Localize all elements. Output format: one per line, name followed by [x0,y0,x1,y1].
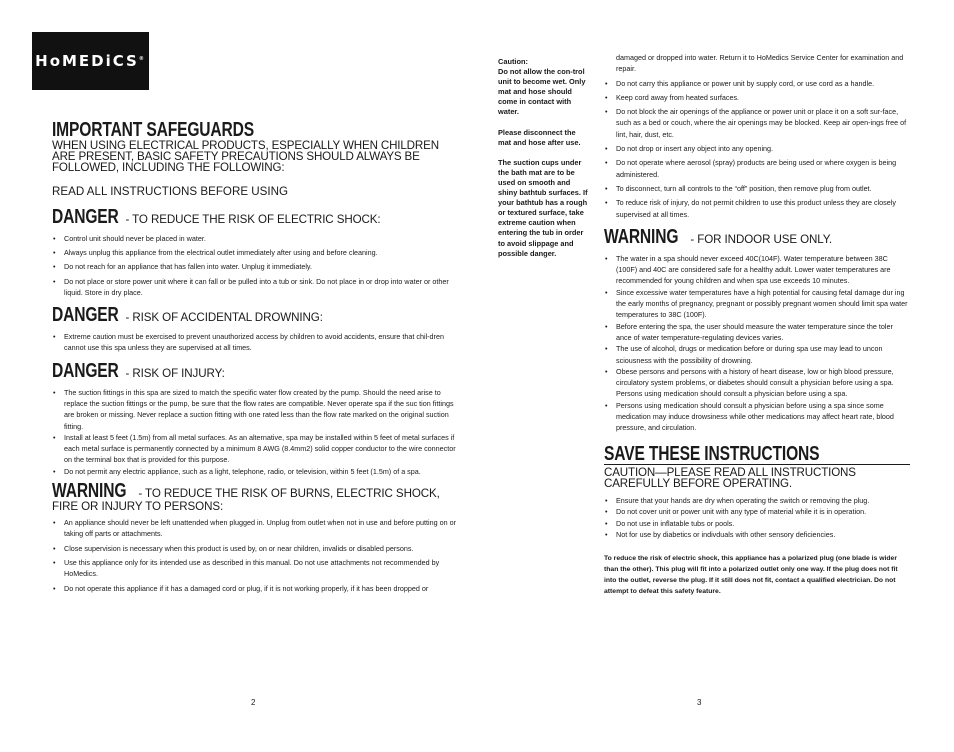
suction-cups-text: The suction cups under the bath mat are to be used on smooth and shiny bathtub surfaces. If your bathtub has a rough or textured surface, take extreme caution when entering the tub in order to avoid slippage and possible danger. [498,157,588,258]
list-item: • Obese persons and persons with a history of heart disease, low or high blood pressure, circulatory system problems, or diabetes should consult a physician before using a spa. Persons using medication should consult a physician before using a spa. [604,366,910,400]
list-item: • Not for use by diabetics or indivduals with other sensory deficiencies. [604,529,910,540]
danger-injury-heading [52,360,457,383]
continued-text: damaged or dropped into water. Return it to HoMedics Service Center for examination and repair. [616,53,904,74]
caution-text: Caution: Do not allow the con-trol unit to become wet. Only mat and hose should come in contact with water. [498,57,586,117]
list-item: • Before entering the spa, the user should measure the water temperature since the toler ance of water temperature-regulating devices varies. [604,321,910,344]
spa-warning-list [604,253,910,434]
danger-label: DANGER [52,359,119,382]
danger-label: DANGER [52,205,119,228]
page-number-left: 2 [251,698,256,707]
warning-risk-text: - TO REDUCE THE RISK OF BURNS, ELECTRIC SHOCK, FIRE OR INJURY TO PERSONS: [52,487,440,514]
right-page [604,52,910,598]
list-item: • Do not reach for an appliance that has fallen into water. Unplug it immediately. [52,261,457,272]
warning-indoor-heading [604,226,910,249]
page-number-right: 3 [697,698,702,707]
list-item: • Do not place or store power unit where it can fall or be pulled into a tub or sink. Do not place in or drop into water or other liquid. Store in dry place. [52,276,457,299]
registered-mark: ® [138,56,146,62]
warning-label: WARNING [52,480,127,503]
list-item: • Keep cord away from heated surfaces. [604,92,910,103]
list-item: • Do not permit any electric appliance, such as a light, telephone, radio, or television, within 5 feet (1.5m) of a spa. [52,466,457,477]
list-item: • Do not operate where aerosol (spray) products are being used or where oxygen is being administered. [604,157,910,180]
danger-label: DANGER [52,304,119,327]
electric-shock-list [52,233,457,298]
list-item: • Control unit should never be placed in water. [52,233,457,244]
list-item: • Since excessive water temperatures have a high potential for causing fetal damage dur ing the early months of pregnancy, pregnant or possibly pregnant women should limit spa water temperatures to 38C (100F). [604,287,910,321]
list-item: • Use this appliance only for its intended use as described in this manual. Do not use attachments not recommended by HoMedics. [52,557,457,580]
list-item: • The suction fittings in this spa are sized to match the specific water flow created by the pump. Should the need arise to replace the suction fittings or the pump, be sure that the flow rates are compatible. Never operate spa if the suc tion fittings are broken or missing. Never replace a suction fitting with one rated less than the flow rate marked on the original suction fitting. [52,387,457,432]
list-item: • Extreme caution must be exercised to prevent unauthorized access by children to avoid accidents, ensure that chil-dren cannot use this spa unless they are supervised at all times. [52,331,457,354]
list-item: • To reduce risk of injury, do not permit children to use this product unless they are closely supervised at all times. [604,197,910,220]
list-item: • The water in a spa should never exceed 40C(104F). Water temperature between 38C (100F) and 40C are considered safe for a healthy adult. Lower water temperatures are recommended for young children and when spa use exceeds 10 minutes. [604,253,910,287]
drowning-list [52,331,457,354]
list-item: • Persons using medication should consult a physician before using a spa since some medication may induce drowsiness while other medications may affect heart rate, blood pressure, and circulation. [604,400,910,434]
read-all-instructions: READ ALL INSTRUCTIONS BEFORE USING [52,184,288,198]
list-item: • Do not use in inflatable tubs or pools. [604,518,910,529]
operating-list [604,495,910,540]
warning-risk-text: - FOR INDOOR USE ONLY. [687,232,833,246]
danger-risk-text: - TO REDUCE THE RISK OF ELECTRIC SHOCK: [125,212,381,226]
important-safeguards-title: IMPORTANT SAFEGUARDS [52,119,254,141]
left-page [52,120,457,597]
list-item: • The use of alcohol, drugs or medication before or during spa use may lead to uncon sciousness with the possibility of drowning. [604,343,910,366]
burns-list [52,517,457,594]
general-safety-list [604,78,910,220]
save-instructions-title: SAVE THESE INSTRUCTIONS [604,442,820,465]
list-item: • Do not carry this appliance or power unit by supply cord, or use cord as a handle. [604,78,910,89]
list-item: • Do not cover unit or power unit with any type of material while it is in operation. [604,506,910,517]
list-item: • Do not block the air openings of the appliance or power unit or place it on a soft sur-face, such as a bed or couch, where the air openings may be blocked. Keep air open-ings free of lint, hair, dust, etc. [604,106,910,140]
polarized-plug-notice: To reduce the risk of electric shock, this appliance has a polarized plug (one blade is wider than the other). This plug will fit into a polarized outlet only one way. If the plug does not fit into the outlet, reverse the plug. If it still does not fit, contact a qualified electrician. Do not attempt to defeat this safety feature. [604,555,898,596]
safeguards-subtitle: WHEN USING ELECTRICAL PRODUCTS, ESPECIALLY WHEN CHILDREN ARE PRESENT, BASIC SAFETY PRECAUTIONS SHOULD ALWAYS BE FOLLOWED, INCLUDING THE FOLLOWING: [52,139,439,175]
disconnect-text: Please disconnect the mat and hose after use. [498,127,581,147]
homedics-logo [32,32,149,90]
injury-list [52,387,457,477]
list-item: • An appliance should never be left unattended when plugged in. Unplug from outlet when not in use and before putting on or taking off parts or attachments. [52,517,457,540]
list-item: • To disconnect, turn all controls to the “off” position, then remove plug from outlet. [604,183,910,194]
list-item: • Close supervision is necessary when this product is used by, on or near children, invalids or disabled persons. [52,543,457,554]
list-item: • Ensure that your hands are dry when operating the switch or removing the plug. [604,495,910,506]
save-caution-text: CAUTION—PLEASE READ ALL INSTRUCTIONS CAREFULLY BEFORE OPERATING. [604,465,856,490]
warning-burns-heading [52,480,457,514]
caution-column [498,57,590,269]
brand-text: HoMEDiCS [35,52,139,70]
danger-drowning-heading [52,304,457,327]
warning-label: WARNING [604,225,679,248]
list-item: • Do not operate this appliance if it has a damaged cord or plug, if it is not working properly, if it has been dropped or [52,583,457,594]
danger-electric-shock-heading [52,206,457,229]
danger-risk-text: - RISK OF ACCIDENTAL DROWNING: [125,311,323,325]
danger-risk-text: - RISK OF INJURY: [125,366,225,380]
list-item: • Always unplug this appliance from the electrical outlet immediately after using and before cleaning. [52,247,457,258]
list-item: • Install at least 5 feet (1.5m) from all metal surfaces. As an alternative, spa may be installed within 5 feet of metal surfaces if each metal surface is permanently connected by a minimum 8 AWG (8.4mm2) solid copper conductor to the wire connector on the terminal box that is provided for this purpose. [52,432,457,466]
brand-wordmark [35,52,146,70]
list-item: • Do not drop or insert any object into any opening. [604,143,910,154]
